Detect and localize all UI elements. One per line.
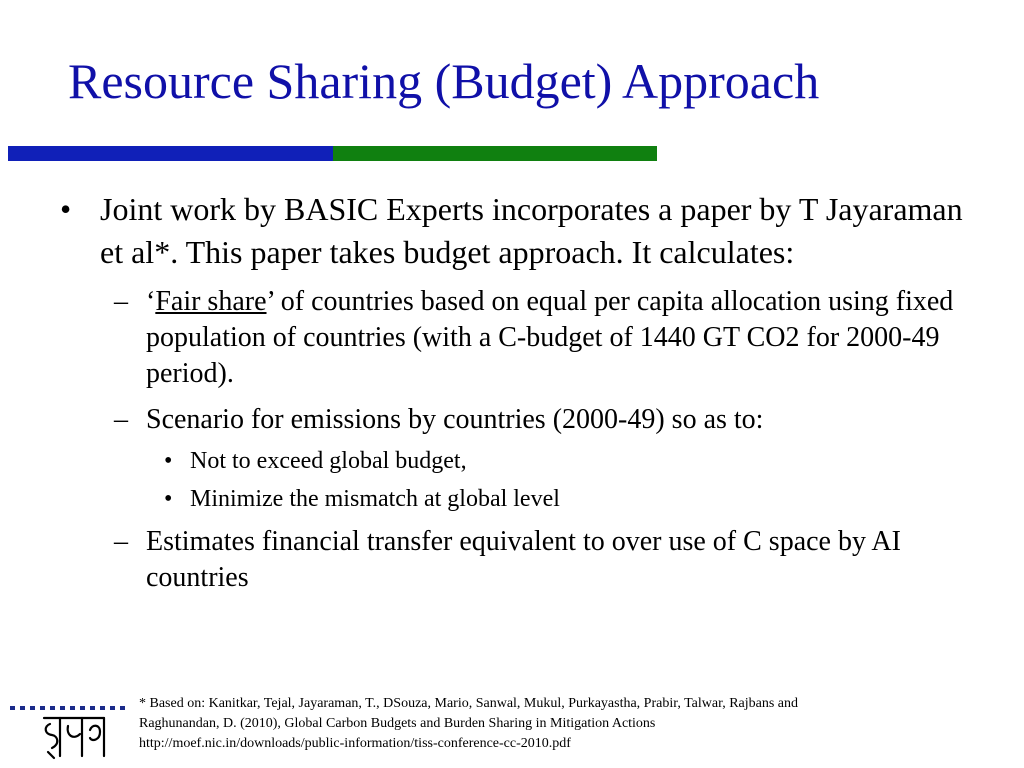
dash-marker: – — [114, 404, 128, 435]
sub-item-scenario — [60, 402, 980, 438]
sub-item-text: Estimates financial transfer equivalent to over use of C space by AI countries — [146, 526, 901, 593]
slide-title: Resource Sharing (Budget) Approach — [68, 53, 820, 109]
footnote-url[interactable]: http://moef.nic.in/downloads/public-information/tiss-conference-cc-2010.pdf — [139, 736, 571, 751]
title-rule-green — [333, 146, 657, 161]
sub-item-open-quote: ‘ — [146, 286, 156, 317]
prayas-logo-icon — [8, 700, 128, 762]
bullet-marker: • — [164, 448, 173, 474]
title-rule-blue — [8, 146, 333, 161]
sub-item-text: ’ of countries based on equal per capita allocation using fixed population of countries (with a C-budget of 1440 GT CO2 for 2000-49 period). — [146, 286, 954, 389]
bullet-marker: • — [60, 191, 72, 227]
slide-body — [60, 188, 980, 596]
footnote — [139, 694, 999, 754]
bullet-marker: • — [164, 486, 173, 512]
footnote-line: Raghunandan, D. (2010), Global Carbon Budgets and Burden Sharing in Mitigation Actions — [139, 716, 656, 731]
sub-item-fair-share — [60, 284, 980, 392]
dash-marker: – — [114, 286, 128, 317]
bullet-text: Joint work by BASIC Experts incorporates a paper by T Jayaraman et al*. This paper takes budget approach. It calculates: — [100, 191, 963, 270]
fair-share-term: Fair share — [155, 286, 267, 317]
footnote-line: * Based on: Kanitkar, Tejal, Jayaraman, T., DSouza, Mario, Sanwal, Mukul, Purkayastha, Prabir, Talwar, Rajbans and — [139, 696, 799, 711]
sub-item-text: Scenario for emissions by countries (2000-49) so as to: — [146, 404, 764, 435]
sub-sub-item-budget — [60, 446, 980, 476]
sub-item-financial-transfer — [60, 524, 980, 596]
sub-sub-item-text: Not to exceed global budget, — [190, 448, 467, 474]
dash-marker: – — [114, 526, 128, 557]
sub-sub-item-text: Minimize the mismatch at global level — [190, 486, 560, 512]
sub-sub-item-mismatch — [60, 484, 980, 514]
bullet-joint-work — [60, 188, 980, 274]
